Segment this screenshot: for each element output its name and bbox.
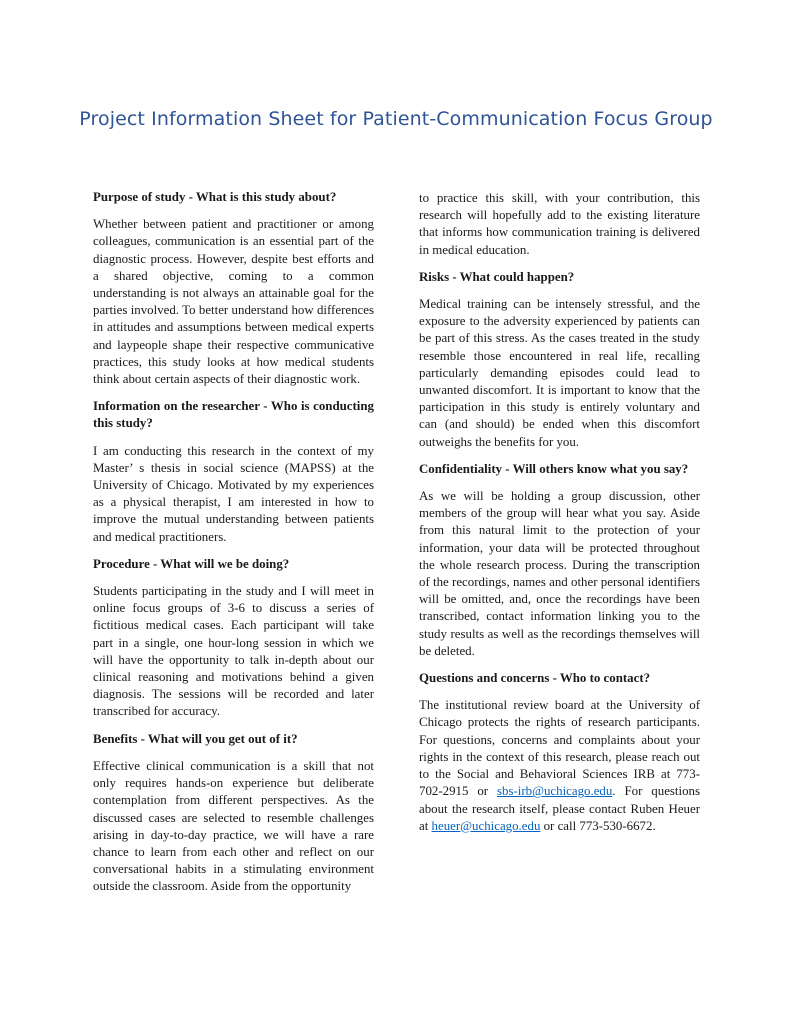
page-title: Project Information Sheet for Patient-Communication Focus Group (79, 108, 713, 130)
researcher-email-link[interactable]: heuer@uchicago.edu (431, 818, 541, 833)
procedure-heading: Procedure - What will we be doing? (93, 556, 290, 571)
questions-heading: Questions and concerns - Who to contact? (419, 671, 651, 686)
risks-body: Medical training can be intensely stressful, and the exposure to the adversity experienced by patients can be part of this stress. As the cases treated in the study resemble those encountered in real life, recalling particularly demanding episodes could lead to unwanted discomfort. It is important to know that the participation in this study is entirely voluntary and can (and should) be ended when this discomfort outweighs the benefits for you. (419, 297, 700, 449)
questions-text-2: . For questions about the research itself, please contact Ruben Heuer at (419, 784, 701, 833)
purpose-heading: Purpose of study - What is this study about? (93, 190, 337, 204)
researcher-heading: Information on the researcher - Who is conducting this study? (93, 399, 374, 431)
irb-email-link[interactable]: sbs-irb@uchicago.edu (497, 784, 613, 799)
questions-text-1: The institutional review board at the University of Chicago protects the rights of research participants. For questions, concerns and complaints about your rights in the context of this research, please reach out to the Social and Behavioral Sciences IRB at 773-702-2915 or (419, 698, 700, 799)
benefits-heading: Benefits - What will you get out of it? (93, 731, 298, 746)
benefits-body-continued: to practice this skill, with your contribution, this research will hopefully add to the existing literature that informs how communication training is delivered in medical education. (419, 191, 700, 257)
purpose-body: Whether between patient and practitioner or among colleagues, communication is an essential part of the diagnostic process. However, despite best efforts and a shared objective, coming to a common understanding is not always an attainable goal for the parties involved. To better understand how differences in attitudes and assumptions between medical experts and laypeople shape their respective communicative practices, this study looks at how medical students think about certain aspects of their diagnostic work. (93, 217, 374, 387)
procedure-body: Students participating in the study and I will meet in online focus groups of 3-6 to discuss a series of fictitious medical cases. Each participant will take part in a single, one hour-long session in which we will have the opportunity to talk in-depth about our clinical reasoning and motivations behind a given diagnosis. The sessions will be recorded and later transcribed for accuracy. (93, 584, 374, 719)
risks-heading: Risks - What could happen? (419, 269, 575, 284)
benefits-body: Effective clinical communication is a skill that not only requires hands-on experience but deliberate contemplation from different perspectives. As the discussed cases are selected to resemble challenges arising in day-to-day practice, we will have a rare chance to learn from each other and reflect on our conversational habits in a stimulating environment outside the classroom. Aside from the opportunity (93, 758, 374, 894)
right-column (419, 190, 700, 845)
researcher-body: I am conducting this research in the context of my Master’ s thesis in social science (MAPSS) at the University of Chicago. Motivated by my experiences as a physical therapist, I am interested in how to improve the mutual understanding between patients and medical practitioners. (93, 443, 374, 544)
confidentiality-body: As we will be holding a group discussion, other members of the group will hear what you say. Aside from this natural limit to the protection of your information, your data will be protected throughout the whole research process. During the transcription of the recordings, names and other personal identifiers will be omitted, and, once the recordings have been transcribed, contact information linking you to the study results as well as the recordings themselves will be deleted. (419, 489, 700, 658)
confidentiality-heading: Confidentiality - Will others know what you say? (419, 461, 689, 476)
questions-text-3: or call 773-530-6672. (540, 818, 656, 833)
left-column (93, 189, 374, 906)
questions-body (419, 697, 700, 835)
